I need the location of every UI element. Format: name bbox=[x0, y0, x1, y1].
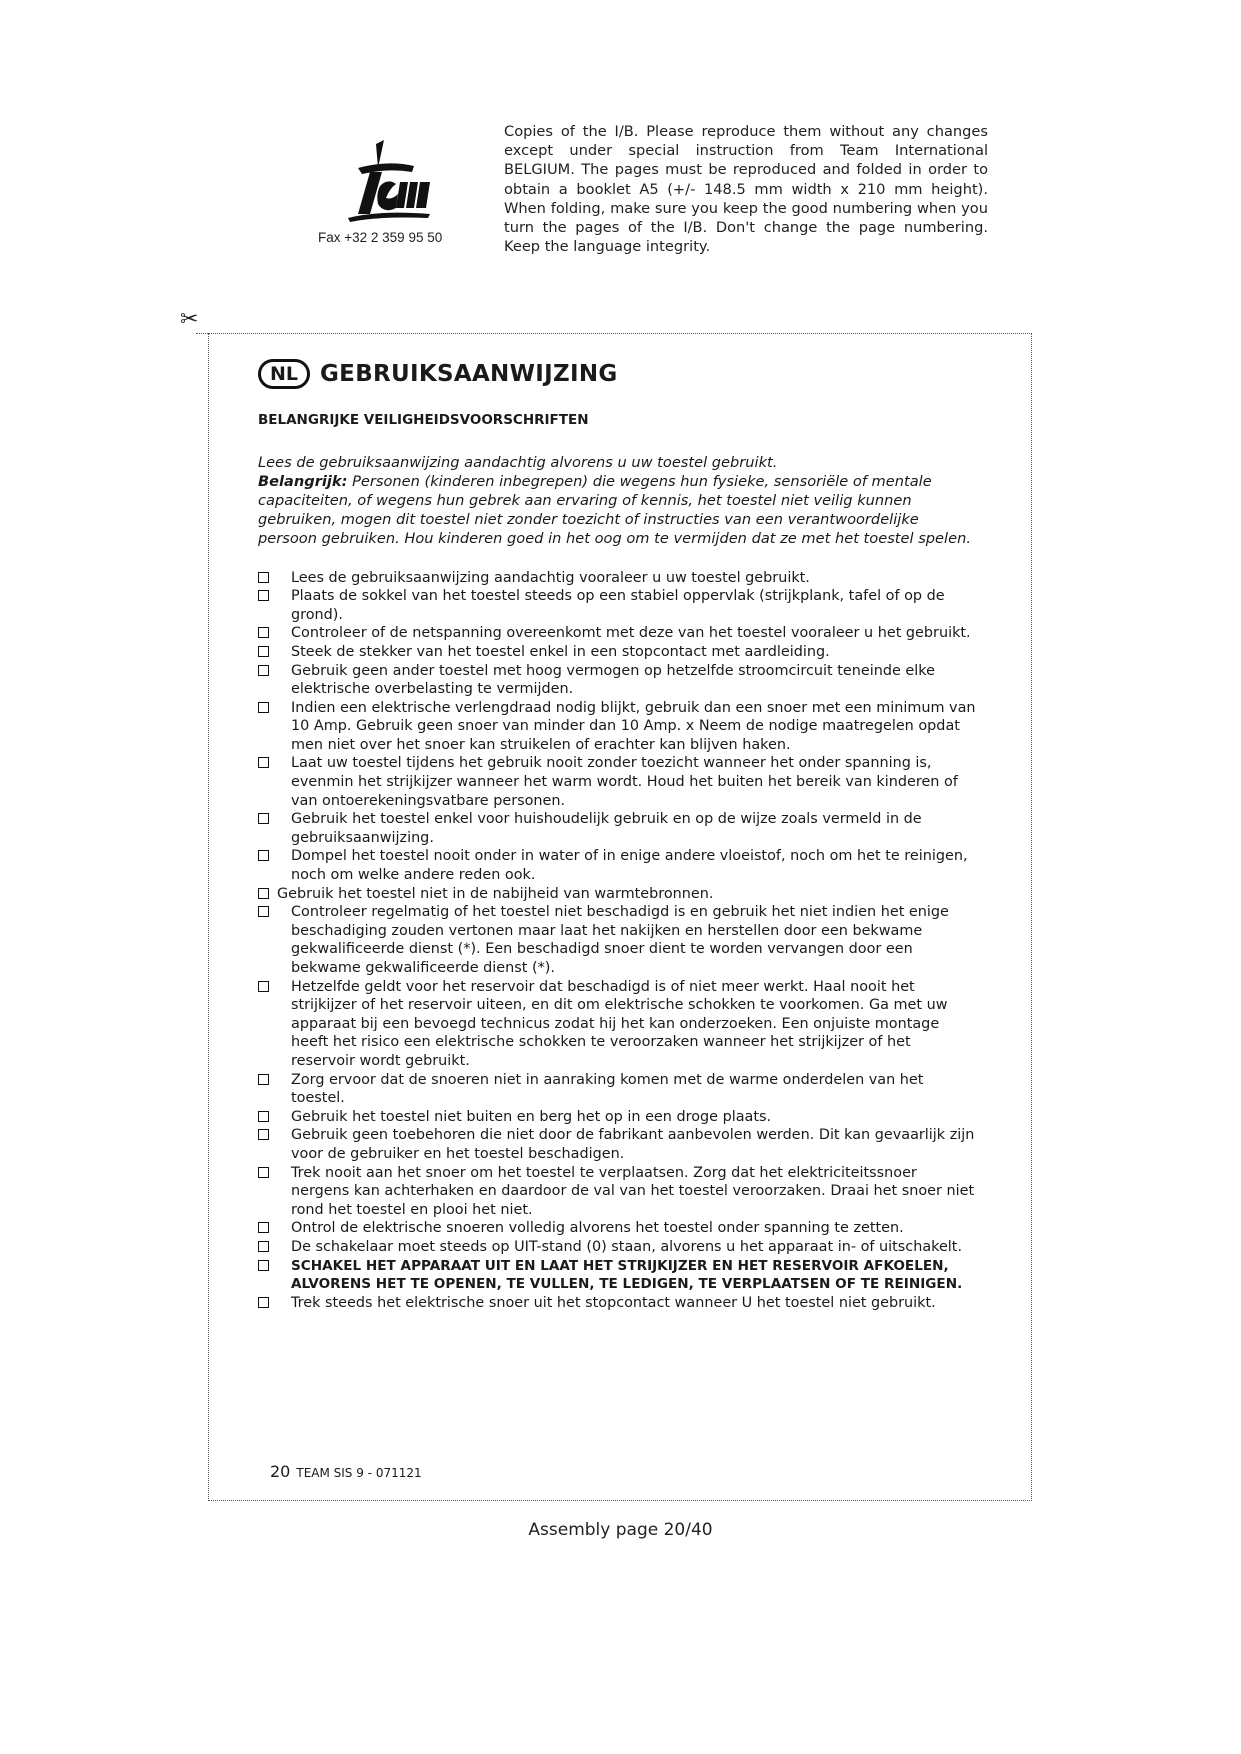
list-item: Plaats de sokkel van het toestel steeds op een stabiel oppervlak (strijkplank, tafel of op de grond). bbox=[258, 587, 976, 624]
assembly-page-label: Assembly page 20/40 bbox=[528, 1520, 713, 1540]
checkbox-icon bbox=[258, 646, 269, 657]
checkbox-icon bbox=[258, 1167, 269, 1178]
page-title: GEBRUIKSAANWIJZING bbox=[320, 361, 618, 387]
checkbox-icon bbox=[258, 1074, 269, 1085]
list-item: De schakelaar moet steeds op UIT-stand (0) staan, alvorens u het apparaat in- of uitschakelt. bbox=[258, 1238, 976, 1257]
checkbox-icon bbox=[258, 1241, 269, 1252]
list-item: SCHAKEL HET APPARAAT UIT EN LAAT HET STRIJKIJZER EN HET RESERVOIR AFKOELEN, ALVORENS HET TE OPENEN, TE VULLEN, TE LEDIGEN, TE VERPLAATSEN OF TE REINIGEN. bbox=[258, 1257, 976, 1294]
language-badge: NL bbox=[258, 359, 310, 389]
checkbox-icon bbox=[258, 813, 269, 824]
fax-number: Fax +32 2 359 95 50 bbox=[318, 230, 443, 245]
manual-page bbox=[258, 356, 976, 1312]
title-row bbox=[258, 356, 976, 392]
checkbox-icon bbox=[258, 1111, 269, 1122]
team-logo bbox=[318, 138, 448, 230]
intro-line: Lees de gebruiksaanwijzing aandachtig alvorens u uw toestel gebruikt. bbox=[258, 454, 778, 471]
checkbox-icon bbox=[258, 757, 269, 768]
page-footer bbox=[270, 1462, 422, 1481]
cut-line bbox=[196, 333, 208, 334]
checkbox-icon bbox=[258, 1129, 269, 1140]
safety-list bbox=[258, 569, 976, 1313]
list-item: Trek nooit aan het snoer om het toestel te verplaatsen. Zorg dat het elektriciteitssnoer nergens kan achterhaken en daardoor de val van het toestel veroorzaken. Draai het snoer niet rond het toestel en plooi het niet. bbox=[258, 1164, 976, 1220]
checkbox-icon bbox=[258, 906, 269, 917]
list-item: Laat uw toestel tijdens het gebruik nooit zonder toezicht wanneer het onder spanning is, evenmin het strijkijzer wanneer het warm wordt. Houd het buiten het bereik van kinderen of van ontoerekeningsvatbare personen. bbox=[258, 754, 976, 810]
list-item: Controleer of de netspanning overeenkomt met deze van het toestel vooraleer u het gebruikt. bbox=[258, 624, 976, 643]
reproduction-instructions: Copies of the I/B. Please reproduce them without any changes except under special instruction from Team International BELGIUM. The pages must be reproduced and folded in order to obtain a booklet A5 (+/- 148.5 mm width x 210 mm height). When folding, make sure you keep the good numbering when you turn the pages of the I/B. Don't change the page numbering. Keep the language integrity. bbox=[504, 123, 988, 256]
list-item: Gebruik geen toebehoren die niet door de fabrikant aanbevolen werden. Dit kan gevaarlijk zijn voor de gebruiker en het toestel beschadigen. bbox=[258, 1126, 976, 1163]
model-reference: TEAM SIS 9 - 071121 bbox=[296, 1466, 422, 1480]
checkbox-icon bbox=[258, 1260, 269, 1271]
list-item: Lees de gebruiksaanwijzing aandachtig vooraleer u uw toestel gebruikt. bbox=[258, 569, 976, 588]
checkbox-icon bbox=[258, 1222, 269, 1233]
intro-label: Belangrijk: bbox=[258, 472, 348, 490]
section-heading: BELANGRIJKE VEILIGHEIDSVOORSCHRIFTEN bbox=[258, 412, 589, 428]
intro-paragraph bbox=[258, 454, 976, 549]
team-logo-mark bbox=[318, 138, 448, 230]
list-item: Gebruik geen ander toestel met hoog vermogen op hetzelfde stroomcircuit teneinde elke elektrische overbelasting te vermijden. bbox=[258, 662, 976, 699]
intro-warning bbox=[258, 473, 976, 549]
checkbox-icon bbox=[258, 572, 269, 583]
checkbox-icon bbox=[258, 1297, 269, 1308]
checkbox-icon bbox=[258, 590, 269, 601]
intro-text: Personen (kinderen inbegrepen) die wegens hun fysieke, sensoriële of mentale capaciteiten, of wegens hun gebrek aan ervaring of kennis, het toestel niet veilig kunnen gebruiken, mogen dit toestel niet zonder toezicht of instructies van een verantwoordelijke persoon gebruiken. Hou kinderen goed in het oog om te vermijden dat ze met het toestel spelen. bbox=[258, 472, 971, 547]
checkbox-icon bbox=[258, 702, 269, 713]
list-item: Gebruik het toestel enkel voor huishoudelijk gebruik en op de wijze zoals vermeld in de gebruiksaanwijzing. bbox=[258, 810, 976, 847]
list-item: Gebruik het toestel niet in de nabijheid van warmtebronnen. bbox=[258, 885, 976, 904]
checkbox-icon bbox=[258, 627, 269, 638]
checkbox-icon bbox=[258, 665, 269, 676]
page-number: 20 bbox=[270, 1462, 291, 1481]
list-item: Zorg ervoor dat de snoeren niet in aanraking komen met de warme onderdelen van het toestel. bbox=[258, 1071, 976, 1108]
checkbox-icon bbox=[258, 888, 269, 899]
list-item: Steek de stekker van het toestel enkel in een stopcontact met aardleiding. bbox=[258, 643, 976, 662]
checkbox-icon bbox=[258, 981, 269, 992]
scissors-icon: ✂ bbox=[180, 307, 199, 332]
checkbox-icon bbox=[258, 850, 269, 861]
list-item: Controleer regelmatig of het toestel niet beschadigd is en gebruik het niet indien het enige beschadiging zouden vertonen maar laat het nakijken en herstellen door een bekwame gekwalificeerde dienst (*). Een beschadigd snoer dient te worden vervangen door een bekwame gekwalificeerde dienst (*). bbox=[258, 903, 976, 977]
list-item: Dompel het toestel nooit onder in water of in enige andere vloeistof, noch om het te reinigen, noch om welke andere reden ook. bbox=[258, 847, 976, 884]
list-item: Ontrol de elektrische snoeren volledig alvorens het toestel onder spanning te zetten. bbox=[258, 1219, 976, 1238]
list-item: Indien een elektrische verlengdraad nodig blijkt, gebruik dan een snoer met een minimum van 10 Amp. Gebruik geen snoer van minder dan 10 Amp. x Neem de nodige maatregelen opdat men niet over het snoer kan struikelen of erachter kan blijven haken. bbox=[258, 699, 976, 755]
list-item: Gebruik het toestel niet buiten en berg het op in een droge plaats. bbox=[258, 1108, 976, 1127]
list-item: Trek steeds het elektrische snoer uit het stopcontact wanneer U het toestel niet gebruikt. bbox=[258, 1294, 976, 1313]
list-item: Hetzelfde geldt voor het reservoir dat beschadigd is of niet meer werkt. Haal nooit het strijkijzer of het reservoir uiteen, en dit om elektrische schokken te voorkomen. Ga met uw apparaat bij een bevoegd technicus zodat hij het kan onderzoeken. Een onjuiste montage heeft het risico een elektrische schokken te veroorzaken wanneer het strijkijzer of het reservoir wordt gebruikt. bbox=[258, 978, 976, 1071]
